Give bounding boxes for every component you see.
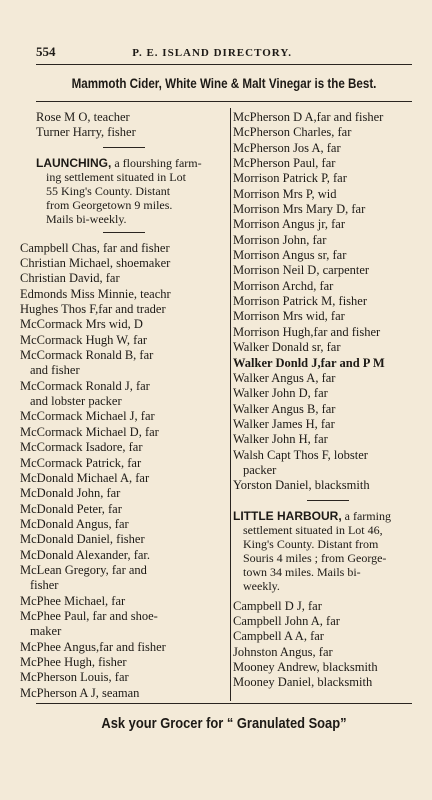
- description-line: Mails bi-weekly.: [46, 211, 127, 226]
- list-item: Morrison Mrs Mary D, far: [233, 202, 366, 217]
- list-item: McCormack Isadore, far: [20, 440, 143, 455]
- list-item: Morrison Neil D, carpenter: [233, 263, 370, 278]
- list-item: McDonald Peter, far: [20, 501, 122, 516]
- top-advertisement: Mammoth Cider, White Wine & Malt Vinegar is the Best.: [71, 76, 377, 91]
- list-item: McPhee Angus,far and fisher: [20, 639, 166, 654]
- list-item: Morrison Patrick M, fisher: [233, 294, 368, 309]
- bottom-advertisement: Ask your Grocer for “ Granulated Soap”: [101, 715, 347, 732]
- list-item: McPherson D A,far and fisher: [233, 110, 384, 124]
- list-item: Morrison Angus sr, far: [233, 248, 347, 263]
- list-item: McPhee Hugh, fisher: [20, 654, 127, 669]
- list-item: McDonald Angus, far: [20, 516, 129, 531]
- list-item: Morrison Archd, far: [233, 278, 334, 293]
- list-item: fisher: [30, 578, 59, 593]
- list-item: Campbell John A, far: [233, 613, 340, 628]
- list-item: McDonald Daniel, fisher: [20, 532, 145, 547]
- list-item: packer: [243, 462, 277, 477]
- description-line: town 34 miles. Mails bi-: [243, 564, 361, 579]
- place-name-launching: LAUNCHING,: [36, 155, 112, 170]
- list-item: McPherson Jos A, far: [233, 140, 341, 155]
- page-number: 554: [36, 44, 56, 59]
- description-line: 55 King's County. Distant: [46, 183, 171, 198]
- list-item: Walker Donld J,far and P M: [233, 355, 385, 370]
- list-item: Morrison Mrs wid, far: [233, 309, 345, 324]
- list-item: Hughes Thos F,far and trader: [20, 302, 166, 317]
- description-line: from Georgetown 9 miles.: [46, 197, 173, 212]
- column-divider: [230, 108, 231, 701]
- list-item: McPherson A J, seaman: [20, 685, 140, 700]
- list-item: McCormack Hugh W, far: [20, 332, 148, 347]
- place-name-little-harbour: LITTLE HARBOUR,: [233, 508, 342, 523]
- running-head: P. E. ISLAND DIRECTORY.: [132, 47, 292, 59]
- right-entries: [233, 110, 423, 494]
- section-divider: [103, 147, 145, 148]
- list-item: McCormack Ronald B, far: [20, 348, 154, 363]
- list-item: Mooney Andrew, blacksmith: [233, 659, 378, 674]
- list-item: Morrison John, far: [233, 232, 327, 247]
- section-divider: [307, 500, 349, 501]
- list-item: Walker Donald sr, far: [233, 340, 341, 355]
- list-item: McDonald John, far: [20, 486, 121, 501]
- launching-description: [20, 156, 228, 226]
- list-item: Morrison Angus jr, far: [233, 217, 345, 232]
- list-item: McLean Gregory, far and: [20, 562, 147, 577]
- list-item: McPherson Louis, far: [20, 670, 129, 685]
- header-rule: [36, 64, 412, 65]
- ad-rule-bottom: [36, 703, 412, 704]
- list-item: Walker John H, far: [233, 432, 328, 447]
- list-item: Yorston Daniel, blacksmith: [233, 478, 370, 493]
- list-item: McCormack Mrs wid, D: [20, 317, 143, 332]
- list-item: McDonald Alexander, far.: [20, 547, 151, 562]
- page-header: [36, 44, 412, 60]
- list-item: and lobster packer: [30, 394, 122, 409]
- list-item: Campbell Chas, far and fisher: [20, 240, 170, 255]
- list-item: Walker John D, far: [233, 386, 328, 401]
- list-item: McDonald Michael A, far: [20, 470, 150, 485]
- list-item: Campbell A A, far: [233, 629, 324, 644]
- list-item: Walker Angus A, far: [233, 370, 336, 385]
- list-item: Turner Harry, fisher: [36, 125, 136, 140]
- list-item: Johnston Angus, far: [233, 644, 333, 659]
- list-item: Morrison Hugh,far and fisher: [233, 324, 381, 339]
- right-entries-2: [233, 599, 423, 691]
- description-line: King's County. Distant from: [243, 536, 379, 551]
- right-column: [233, 110, 423, 691]
- list-item: Walsh Capt Thos F, lobster: [233, 447, 368, 462]
- list-item: McCormack Michael D, far: [20, 424, 159, 439]
- list-item: McPherson Charles, far: [233, 125, 352, 140]
- list-item: Walker James H, far: [233, 416, 335, 431]
- section-divider: [103, 232, 145, 233]
- list-item: maker: [30, 624, 62, 639]
- little-harbour-description: [233, 509, 423, 593]
- list-item: Rose M O, teacher: [36, 110, 130, 124]
- list-item: Mooney Daniel, blacksmith: [233, 675, 373, 690]
- list-item: and fisher: [30, 363, 80, 378]
- list-item: Morrison Patrick P, far: [233, 171, 347, 186]
- description-line: Souris 4 miles ; from George-: [243, 550, 387, 565]
- description-line: settlement situated in Lot 46,: [243, 522, 383, 537]
- description-line: a flourshing farm-: [111, 155, 202, 170]
- list-item: Morrison Mrs P, wid: [233, 186, 337, 201]
- list-item: Christian David, far: [20, 271, 120, 286]
- list-item: Christian Michael, shoemaker: [20, 256, 171, 271]
- list-item: McCormack Michael J, far: [20, 409, 155, 424]
- description-line: a farming: [341, 508, 391, 523]
- left-column: [20, 110, 228, 701]
- list-item: Walker Angus B, far: [233, 401, 336, 416]
- ad-rule-top: [36, 101, 412, 102]
- list-item: McCormack Ronald J, far: [20, 378, 150, 393]
- description-line: ing settlement situated in Lot: [46, 169, 186, 184]
- description-line: weekly.: [243, 578, 280, 593]
- list-item: Campbell D J, far: [233, 598, 322, 613]
- list-item: McCormack Patrick, far: [20, 455, 142, 470]
- list-item: McPhee Paul, far and shoe-: [20, 608, 158, 623]
- list-item: McPherson Paul, far: [233, 156, 336, 171]
- list-item: Edmonds Miss Minnie, teachr: [20, 286, 171, 301]
- list-item: McPhee Michael, far: [20, 593, 126, 608]
- left-entries: [20, 241, 228, 701]
